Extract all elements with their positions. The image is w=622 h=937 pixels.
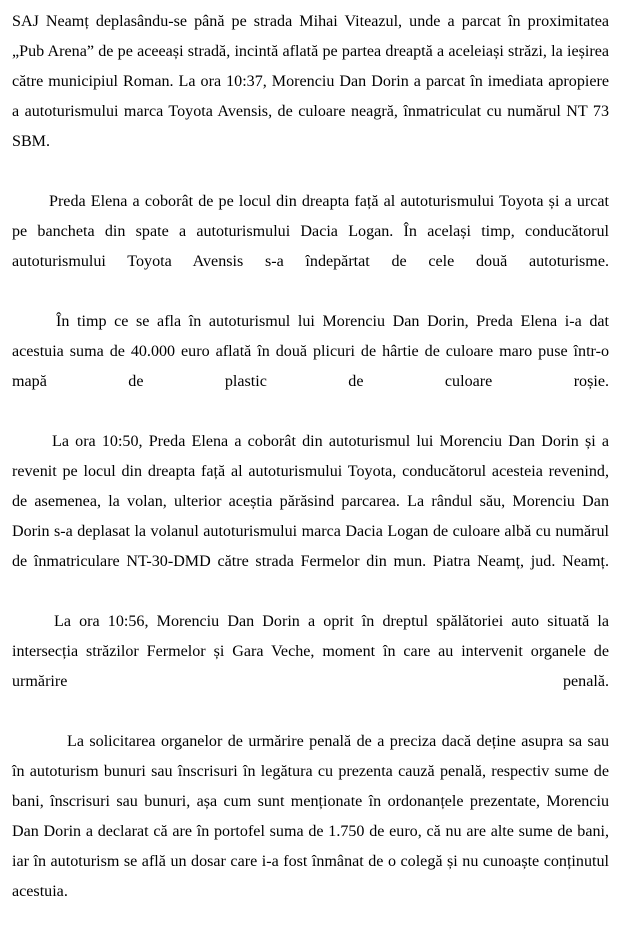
document-text-body	[12, 7, 609, 937]
paragraph-6: La solicitarea organelor de urmărire penală de a preciza dacă deține asupra sa sau în autoturism bunuri sau înscrisuri în legătura cu prezenta cauză penală, respectiv sume de bani, înscrisuri sau bunuri, așa cum sunt menționate în ordonanțele prezentate, Morenciu Dan Dorin a declarat că are în portofel suma de 1.750 de euro, că nu are alte sume de bani, iar în autoturism se află un dosar care i-a fost înmânat de o colegă și nu cunoaște conținutul acestuia.	[12, 733, 609, 900]
paragraph-1: SAJ Neamț deplasându-se până pe strada Mihai Viteazul, unde a parcat în proximitatea „Pub Arena” de pe aceeași stradă, incintă aflată pe partea dreaptă a aceleiași străzi, la ieșirea către municipiul Roman. La ora 10:37, Morenciu Dan Dorin a parcat în imediata apropiere a autoturismului marca Toyota Avensis, de culoare neagră, înmatriculat cu numărul NT 73 SBM.	[12, 13, 609, 150]
paragraph-4: La ora 10:50, Preda Elena a coborât din autoturismul lui Morenciu Dan Dorin și a revenit pe locul din dreapta față al autoturismului Toyota, conducătorul acesteia revenind, de asemenea, la volan, ulterior aceștia părăsind parcarea. La rândul său, Morenciu Dan Dorin s-a deplasat la volanul autoturismului marca Dacia Logan de culoare albă cu numărul de înmatriculare NT-30-DMD către strada Fermelor din mun. Piatra Neamț, jud. Neamț.	[12, 433, 609, 570]
paragraph-3: În timp ce se afla în autoturismul lui Morenciu Dan Dorin, Preda Elena i-a dat acestuia suma de 40.000 euro aflată în două plicuri de hârtie de culoare maro puse într-o mapă de plastic de culoare roșie.	[12, 313, 609, 390]
paragraph-5: La ora 10:56, Morenciu Dan Dorin a oprit în dreptul spălătoriei auto situată la intersecția străzilor Fermelor și Gara Veche, moment în care au intervenit organele de urmărire penală.	[12, 613, 609, 690]
paragraph-2: Preda Elena a coborât de pe locul din dreapta față al autoturismului Toyota și a urcat pe bancheta din spate a autoturismului Dacia Logan. În același timp, conducătorul autoturismului Toyota Avensis s-a îndepărtat de cele două autoturisme.	[12, 193, 609, 270]
